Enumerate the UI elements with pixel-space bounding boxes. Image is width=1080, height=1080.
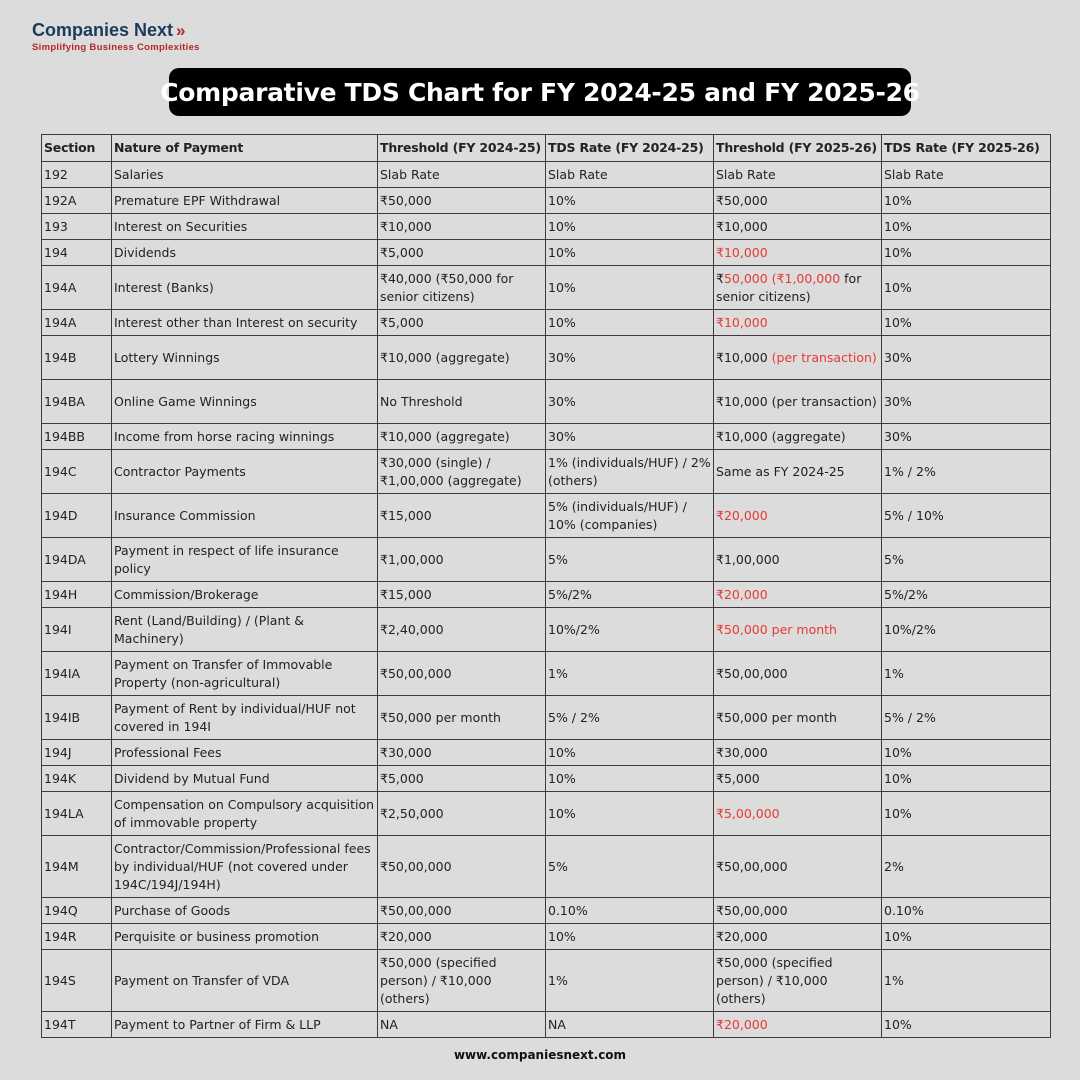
cell-rate-2526: 5%: [882, 538, 1051, 582]
cell-threshold-2425: ₹5,000: [378, 766, 546, 792]
table-row: [42, 950, 1051, 1012]
cell-threshold-2526: ₹10,000: [714, 310, 882, 336]
cell-threshold-2526: [714, 336, 882, 380]
cell-nature: Payment on Transfer of VDA: [112, 950, 378, 1012]
cell-threshold-2425: ₹50,00,000: [378, 652, 546, 696]
cell-rate-2526: 10%: [882, 188, 1051, 214]
cell-threshold-2526: ₹50,000 per month: [714, 696, 882, 740]
cell-nature: Interest on Securities: [112, 214, 378, 240]
cell-section: 194DA: [42, 538, 112, 582]
cell-section: 194BB: [42, 424, 112, 450]
cell-threshold-2425: ₹30,000: [378, 740, 546, 766]
col-header-rate-2425: TDS Rate (FY 2024-25): [546, 135, 714, 162]
table-row: [42, 266, 1051, 310]
cell-section: 194R: [42, 924, 112, 950]
col-header-section: Section: [42, 135, 112, 162]
cell-threshold-2526: ₹10,000: [714, 214, 882, 240]
cell-rate-2526: 2%: [882, 836, 1051, 898]
cell-section: 194BA: [42, 380, 112, 424]
changed-value-text: (per transaction): [771, 349, 877, 365]
table-row: [42, 1012, 1051, 1038]
table-row: [42, 766, 1051, 792]
cell-threshold-2526: ₹5,00,000: [714, 792, 882, 836]
cell-rate-2526: 10%: [882, 266, 1051, 310]
cell-section: 194IA: [42, 652, 112, 696]
cell-nature: Payment in respect of life insurance policy: [112, 538, 378, 582]
table-row: [42, 240, 1051, 266]
cell-nature: Rent (Land/Building) / (Plant & Machinery): [112, 608, 378, 652]
cell-threshold-2526: ₹50,00,000: [714, 836, 882, 898]
cell-rate-2425: 5%/2%: [546, 582, 714, 608]
col-header-rate-2526: TDS Rate (FY 2025-26): [882, 135, 1051, 162]
cell-threshold-2526: ₹20,000: [714, 924, 882, 950]
cell-section: 194H: [42, 582, 112, 608]
cell-rate-2526: 1% / 2%: [882, 450, 1051, 494]
cell-rate-2425: 10%: [546, 740, 714, 766]
table-row: [42, 336, 1051, 380]
cell-threshold-2425: ₹15,000: [378, 494, 546, 538]
cell-threshold-2425: ₹50,00,000: [378, 898, 546, 924]
table-row: [42, 836, 1051, 898]
cell-nature: Perquisite or business promotion: [112, 924, 378, 950]
value-text: ₹: [716, 270, 724, 286]
cell-threshold-2425: Slab Rate: [378, 162, 546, 188]
cell-threshold-2526: ₹10,000 (aggregate): [714, 424, 882, 450]
cell-section: 194B: [42, 336, 112, 380]
col-header-nature: Nature of Payment: [112, 135, 378, 162]
cell-nature: Contractor/Commission/Professional fees by individual/HUF (not covered under 194C/194J/194H): [112, 836, 378, 898]
cell-threshold-2425: ₹30,000 (single) / ₹1,00,000 (aggregate): [378, 450, 546, 494]
table-header-row: [42, 135, 1051, 162]
cell-rate-2425: 10%: [546, 792, 714, 836]
table-row: [42, 582, 1051, 608]
cell-threshold-2526: ₹1,00,000: [714, 538, 882, 582]
cell-nature: Payment to Partner of Firm & LLP: [112, 1012, 378, 1038]
cell-nature: Interest (Banks): [112, 266, 378, 310]
cell-threshold-2425: ₹50,00,000: [378, 836, 546, 898]
cell-threshold-2425: ₹2,40,000: [378, 608, 546, 652]
col-header-threshold-2526: Threshold (FY 2025-26): [714, 135, 882, 162]
cell-threshold-2526: ₹50,000 (specified person) / ₹10,000 (others): [714, 950, 882, 1012]
cell-rate-2425: 10%: [546, 266, 714, 310]
cell-threshold-2425: ₹5,000: [378, 310, 546, 336]
cell-threshold-2425: ₹2,50,000: [378, 792, 546, 836]
cell-threshold-2526: ₹50,00,000: [714, 898, 882, 924]
col-header-threshold-2425: Threshold (FY 2024-25): [378, 135, 546, 162]
cell-rate-2526: 10%: [882, 1012, 1051, 1038]
cell-section: 194: [42, 240, 112, 266]
cell-rate-2425: 1%: [546, 652, 714, 696]
cell-rate-2425: 0.10%: [546, 898, 714, 924]
cell-rate-2526: 10%: [882, 792, 1051, 836]
cell-rate-2425: NA: [546, 1012, 714, 1038]
cell-nature: Commission/Brokerage: [112, 582, 378, 608]
cell-section: 193: [42, 214, 112, 240]
cell-nature: Insurance Commission: [112, 494, 378, 538]
cell-rate-2425: 10%: [546, 924, 714, 950]
cell-nature: Payment on Transfer of Immovable Property (non-agricultural): [112, 652, 378, 696]
cell-rate-2425: 5%: [546, 538, 714, 582]
cell-section: 194T: [42, 1012, 112, 1038]
title-banner: [160, 68, 920, 116]
table-row: [42, 450, 1051, 494]
cell-threshold-2425: ₹50,000: [378, 188, 546, 214]
page-title: Comparative TDS Chart for FY 2024-25 and FY 2025-26: [160, 77, 920, 107]
cell-rate-2425: 10%: [546, 214, 714, 240]
brand-name: [32, 20, 200, 41]
cell-rate-2526: 10%: [882, 924, 1051, 950]
value-text: for senior citizens): [716, 270, 862, 304]
cell-rate-2526: Slab Rate: [882, 162, 1051, 188]
cell-threshold-2425: ₹50,000 (specified person) / ₹10,000 (others): [378, 950, 546, 1012]
cell-rate-2526: 10%: [882, 214, 1051, 240]
cell-rate-2526: 30%: [882, 380, 1051, 424]
table-row: [42, 792, 1051, 836]
cell-rate-2526: 1%: [882, 652, 1051, 696]
cell-rate-2425: 10%: [546, 188, 714, 214]
cell-rate-2425: 5% / 2%: [546, 696, 714, 740]
brand-tagline: Simplifying Business Complexities: [32, 42, 200, 53]
footer-website: www.companiesnext.com: [453, 1048, 627, 1062]
table-row: [42, 608, 1051, 652]
cell-threshold-2425: NA: [378, 1012, 546, 1038]
cell-threshold-2526: ₹20,000: [714, 494, 882, 538]
cell-rate-2425: 1%: [546, 950, 714, 1012]
brand-logo: [32, 20, 200, 53]
cell-threshold-2425: ₹10,000 (aggregate): [378, 336, 546, 380]
cell-threshold-2425: ₹15,000: [378, 582, 546, 608]
cell-section: 194C: [42, 450, 112, 494]
table-body: [42, 162, 1051, 1038]
cell-rate-2526: 10%: [882, 310, 1051, 336]
cell-nature: Lottery Winnings: [112, 336, 378, 380]
cell-threshold-2425: ₹10,000: [378, 214, 546, 240]
cell-rate-2526: 30%: [882, 424, 1051, 450]
cell-rate-2526: 5%/2%: [882, 582, 1051, 608]
cell-section: 194LA: [42, 792, 112, 836]
cell-rate-2526: 10%: [882, 740, 1051, 766]
cell-section: 194J: [42, 740, 112, 766]
cell-rate-2425: 30%: [546, 424, 714, 450]
cell-section: 194S: [42, 950, 112, 1012]
cell-rate-2526: 30%: [882, 336, 1051, 380]
cell-rate-2526: 0.10%: [882, 898, 1051, 924]
cell-rate-2425: 30%: [546, 336, 714, 380]
cell-nature: Online Game Winnings: [112, 380, 378, 424]
cell-nature: Premature EPF Withdrawal: [112, 188, 378, 214]
cell-threshold-2526: ₹20,000: [714, 1012, 882, 1038]
cell-threshold-2425: ₹1,00,000: [378, 538, 546, 582]
cell-rate-2425: 1% (individuals/HUF) / 2% (others): [546, 450, 714, 494]
cell-section: 192: [42, 162, 112, 188]
cell-nature: Purchase of Goods: [112, 898, 378, 924]
table-row: [42, 652, 1051, 696]
cell-threshold-2526: ₹10,000 (per transaction): [714, 380, 882, 424]
cell-section: 194Q: [42, 898, 112, 924]
value-text: ₹10,000: [716, 349, 772, 365]
table-row: [42, 740, 1051, 766]
table-row: [42, 162, 1051, 188]
cell-nature: Professional Fees: [112, 740, 378, 766]
cell-threshold-2425: ₹5,000: [378, 240, 546, 266]
cell-nature: Contractor Payments: [112, 450, 378, 494]
table-row: [42, 188, 1051, 214]
cell-rate-2526: 10%: [882, 766, 1051, 792]
cell-threshold-2526: ₹50,000: [714, 188, 882, 214]
cell-nature: Salaries: [112, 162, 378, 188]
cell-nature: Interest other than Interest on security: [112, 310, 378, 336]
table-row: [42, 214, 1051, 240]
table-row: [42, 310, 1051, 336]
cell-threshold-2526: Slab Rate: [714, 162, 882, 188]
table-row: [42, 924, 1051, 950]
cell-rate-2425: 5% (individuals/HUF) / 10% (companies): [546, 494, 714, 538]
cell-threshold-2526: Same as FY 2024-25: [714, 450, 882, 494]
table-row: [42, 898, 1051, 924]
cell-nature: Dividends: [112, 240, 378, 266]
cell-section: 194K: [42, 766, 112, 792]
brand-name-text: Companies Next: [32, 20, 174, 40]
cell-rate-2425: 10%: [546, 310, 714, 336]
cell-threshold-2526: ₹5,000: [714, 766, 882, 792]
cell-threshold-2526: ₹20,000: [714, 582, 882, 608]
cell-threshold-2526: ₹50,00,000: [714, 652, 882, 696]
cell-rate-2425: 5%: [546, 836, 714, 898]
cell-rate-2526: 10%/2%: [882, 608, 1051, 652]
cell-threshold-2526: ₹50,000 per month: [714, 608, 882, 652]
cell-nature: Dividend by Mutual Fund: [112, 766, 378, 792]
cell-rate-2425: 10%: [546, 240, 714, 266]
cell-threshold-2425: ₹50,000 per month: [378, 696, 546, 740]
cell-rate-2425: 10%/2%: [546, 608, 714, 652]
table-row: [42, 538, 1051, 582]
table-row: [42, 494, 1051, 538]
cell-nature: Payment of Rent by individual/HUF not covered in 194I: [112, 696, 378, 740]
cell-section: 194M: [42, 836, 112, 898]
table-row: [42, 424, 1051, 450]
cell-rate-2526: 5% / 2%: [882, 696, 1051, 740]
cell-nature: Compensation on Compulsory acquisition of immovable property: [112, 792, 378, 836]
cell-threshold-2526: ₹10,000: [714, 240, 882, 266]
cell-threshold-2425: ₹40,000 (₹50,000 for senior citizens): [378, 266, 546, 310]
table-row: [42, 696, 1051, 740]
cell-section: 194A: [42, 266, 112, 310]
changed-value-text: 50,000 (₹1,00,000: [723, 270, 841, 286]
cell-rate-2526: 10%: [882, 240, 1051, 266]
cell-nature: Income from horse racing winnings: [112, 424, 378, 450]
cell-rate-2425: Slab Rate: [546, 162, 714, 188]
cell-threshold-2425: ₹10,000 (aggregate): [378, 424, 546, 450]
cell-rate-2526: 1%: [882, 950, 1051, 1012]
cell-section: 194A: [42, 310, 112, 336]
cell-rate-2425: 30%: [546, 380, 714, 424]
table-row: [42, 380, 1051, 424]
tds-comparison-table: [41, 134, 1051, 1038]
cell-threshold-2526: ₹30,000: [714, 740, 882, 766]
cell-section: 192A: [42, 188, 112, 214]
cell-threshold-2526: [714, 266, 882, 310]
cell-threshold-2425: ₹20,000: [378, 924, 546, 950]
cell-section: 194I: [42, 608, 112, 652]
cell-section: 194D: [42, 494, 112, 538]
cell-rate-2526: 5% / 10%: [882, 494, 1051, 538]
cell-threshold-2425: No Threshold: [378, 380, 546, 424]
cell-section: 194IB: [42, 696, 112, 740]
cell-rate-2425: 10%: [546, 766, 714, 792]
double-chevron-icon: »: [176, 21, 183, 40]
